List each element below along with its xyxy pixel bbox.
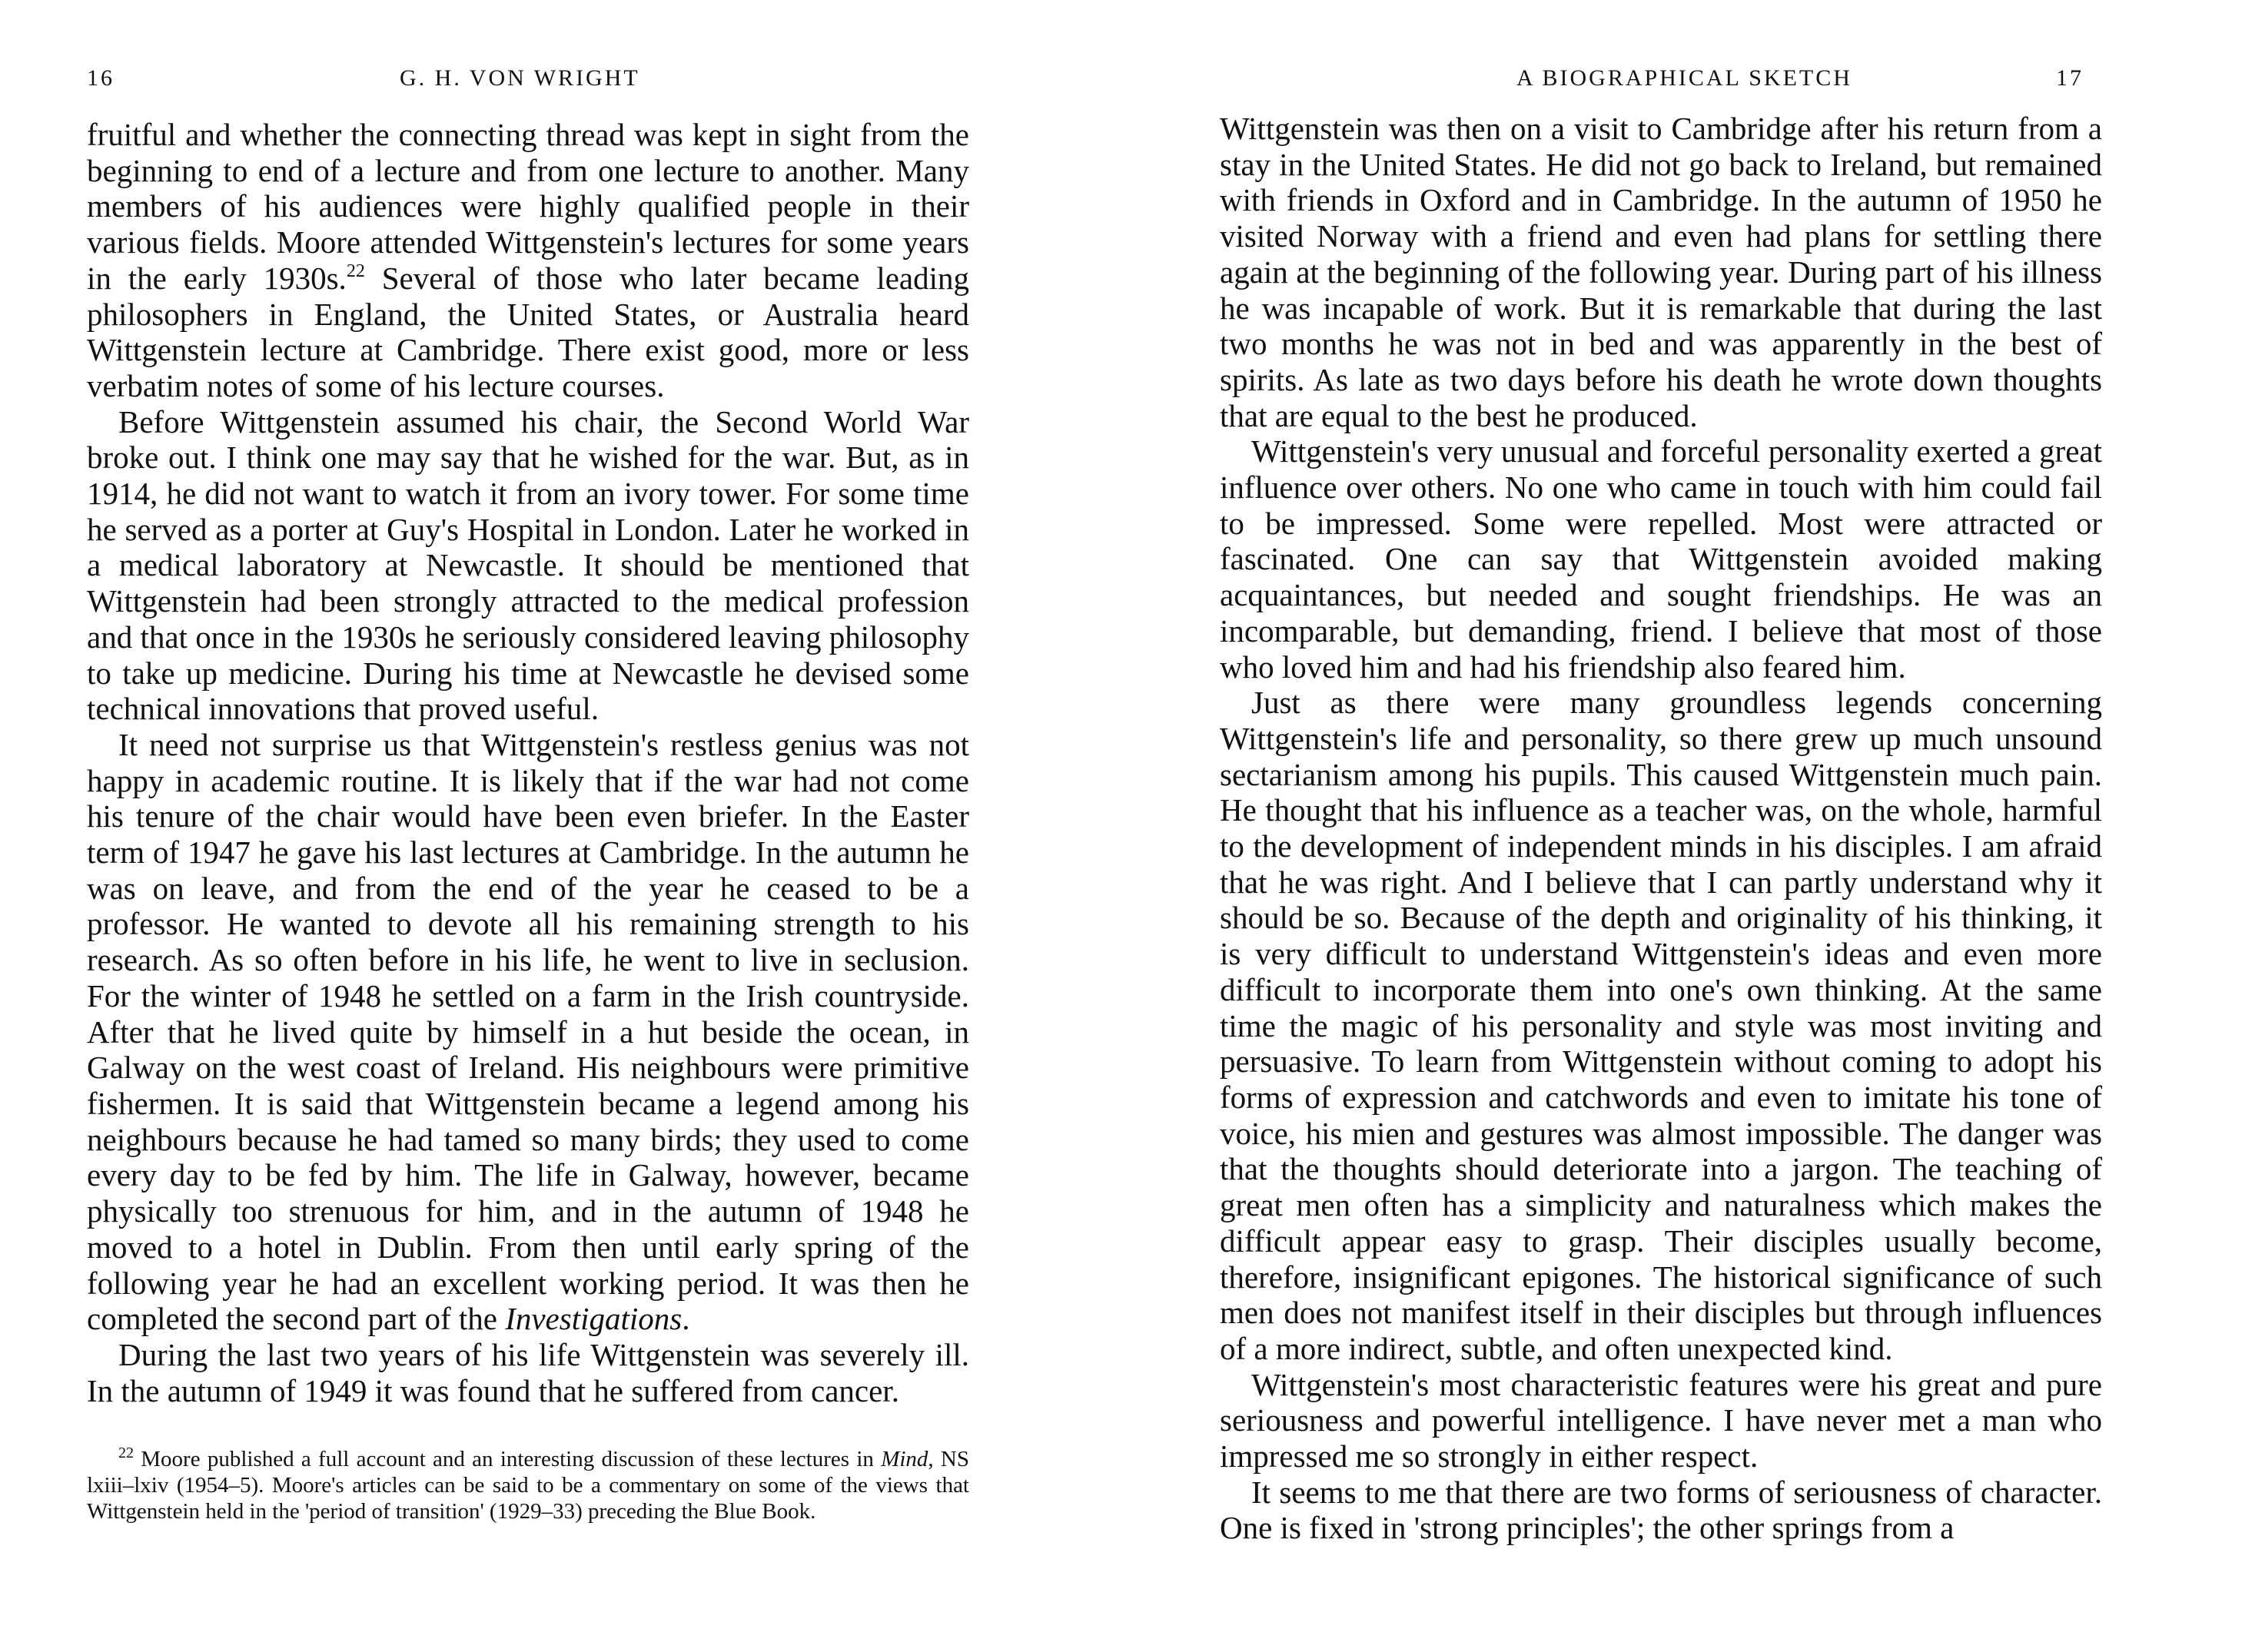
- paragraph-left-3: It need not surprise us that Wittgenstein's restless genius was not happy in academic routine. It is likely that if the war had not come his tenure of the chair would have been even briefer. In the Easter term of 1947 he gave his last lectures at Cambridge. In the autumn he was on leave, and from the end of the year he ceased to be a professor. He wanted to devote all his remaining strength to his research. As so often before in his life, he went to live in seclusion. For the winter of 1948 he settled on a farm in the Irish countryside. After that he lived quite by himself in a hut beside the ocean, in Galway on the west coast of Ireland. His neighbours were primitive fishermen. It is said that Wittgenstein became a legend among his neighbours because he had tamed so many birds; they used to come every day to be fed by him. The life in Galway, however, became physically too strenuous for him, and in the autumn of 1948 he moved to a hotel in Dublin. From then until early spring of the following year he had an excellent working period. It was then he completed the second part of the Investigations.: [87, 726, 969, 1337]
- running-head-left: G. H. VON WRIGHT: [400, 65, 640, 91]
- left-body-text: [87, 117, 969, 1408]
- paragraph-right-2: Wittgenstein's very unusual and forceful personality exerted a great influence over others. No one who came in touch with him could fail to be impressed. Some were repelled. Most were attracted or fascinated. One can say that Wittgenstein avoided making acquaintances, but needed and sought friendships. He was an incomparable, but demanding, friend. I believe that most of those who loved him and had his friendship also feared him.: [1220, 433, 2102, 685]
- footnote: $^{22}$ Moore published a full account and an interesting discussion of these lectures in Mind, NS lxiii–lxiv (1954–5). Moore's articles can be said to be a commentary on some of the views that Wittgenstein held in the 'period of transition' (1929–33) preceding the Blue Book.: [87, 1445, 969, 1524]
- right-body-text: [1220, 111, 2102, 1546]
- footnote-reference: 22: [346, 260, 365, 281]
- paragraph-left-2: Before Wittgenstein assumed his chair, the Second World War broke out. I think one may say that he wished for the war. But, as in 1914, he did not want to watch it from an ivory tower. For some time he served as a porter at Guy's Hospital in London. Later he worked in a medical laboratory at Newcastle. It should be mentioned that Wittgenstein had been strongly attracted to the medical profession and that once in the 1930s he seriously considered leaving philosophy to take up medicine. During his time at Newcastle he devised some technical innovations that proved useful.: [87, 403, 969, 727]
- running-head-right: A BIOGRAPHICAL SKETCH: [1516, 65, 1852, 91]
- paragraph-right-5: It seems to me that there are two forms of seriousness of character. One is fixed in 'strong principles'; the other springs from a: [1220, 1474, 2102, 1546]
- paragraph-left-4: During the last two years of his life Wittgenstein was severely ill. In the autumn of 1949 it was found that he suffered from cancer.: [87, 1336, 969, 1408]
- paragraph-left-1: fruitful and whether the connecting thread was kept in sight from the beginning to end of a lecture and from one lecture to another. Many members of his audiences were highly qualified people in their various fields. Moore attended Wittgenstein's lectures for some years in the early 1930s.$^{22}$ Several of those who later became leading philosophers in England, the United States, or Australia heard Wittgenstein lecture at Cambridge. There exist good, more or less verbatim notes of some of his lecture courses.: [87, 117, 969, 403]
- paragraph-right-1: Wittgenstein was then on a visit to Cambridge after his return from a stay in the United States. He did not go back to Ireland, but remained with friends in Oxford and in Cambridge. In the autumn of 1950 he visited Norway with a friend and even had plans for settling there again at the beginning of the following year. During part of his illness he was incapable of work. But it is remarkable that during the last two months he was not in bed and was apparently in the best of spirits. As late as two days before his death he wrote down thoughts that are equal to the best he produced.: [1220, 111, 2102, 433]
- paragraph-right-4: Wittgenstein's most characteristic features were his great and pure seriousness and powerful intelligence. I have never met a man who impressed me so strongly in either respect.: [1220, 1366, 2102, 1475]
- page-number-left: 16: [87, 65, 115, 91]
- paragraph-right-3: Just as there were many groundless legends concerning Wittgenstein's life and personality, so there grew up much unsound sectarianism among his pupils. This caused Wittgenstein much pain. He thought that his influence as a teacher was, on the whole, harmful to the development of independent minds in his disciples. I am afraid that he was right. And I believe that I can partly understand why it should be so. Because of the depth and originality of his thinking, it is very difficult to understand Wittgenstein's ideas and even more difficult to incorporate them into one's own thinking. At the same time the magic of his personality and style was most inviting and persuasive. To learn from Wittgenstein without coming to adopt his forms of expression and catchwords and even to imitate his tone of voice, his mien and gestures was almost impossible. The danger was that the thoughts should deteriorate into a jargon. The teaching of great men often has a simplicity and naturalness which makes the difficult appear easy to grasp. Their disciples usually become, therefore, insignificant epigones. The historical significance of such men does not manifest itself in their disciples but through influences of a more indirect, subtle, and often unexpected kind.: [1220, 685, 2102, 1366]
- italic-title: Investigations: [505, 1301, 683, 1337]
- page-number-right: 17: [2056, 65, 2084, 91]
- footnote-number: 22: [118, 1445, 134, 1461]
